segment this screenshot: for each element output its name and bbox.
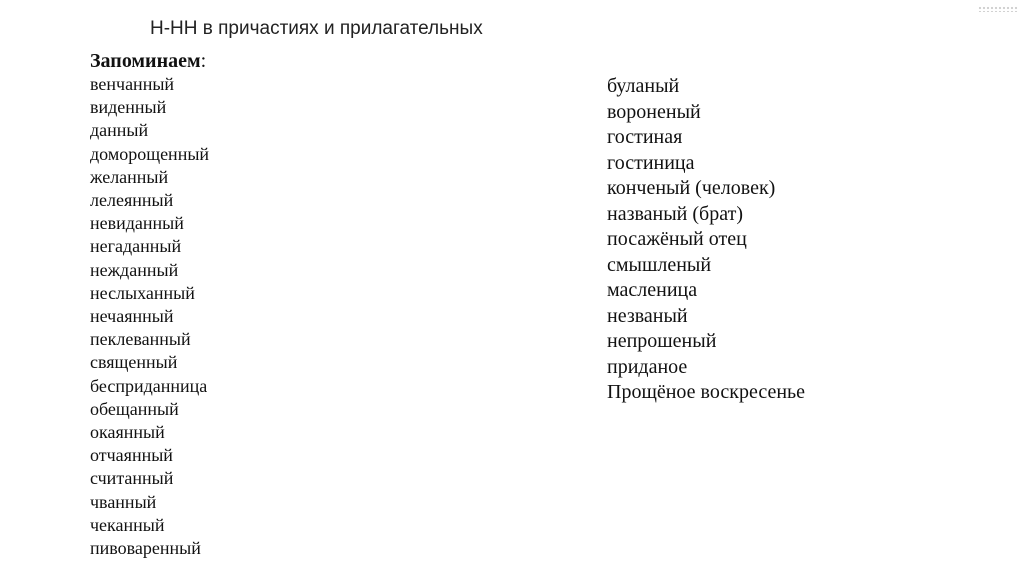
word-item: доморощенный — [90, 143, 210, 164]
word-item: пивоваренный — [90, 538, 201, 559]
word-item: чеканный — [90, 514, 165, 535]
decorative-dots — [978, 6, 1018, 12]
word-item: желанный — [90, 166, 169, 187]
word-item: непрошеный — [607, 330, 717, 352]
word-item: венчанный — [90, 74, 175, 94]
word-item: чванный — [90, 491, 157, 512]
word-item: отчаянный — [90, 445, 173, 466]
left-word-list — [90, 73, 209, 560]
word-item: гостиная — [607, 126, 683, 148]
word-item: смышленый — [607, 253, 712, 276]
word-item: пеклеванный — [90, 329, 191, 350]
word-item: бесприданница — [90, 375, 208, 396]
word-item: неслыханный — [90, 282, 195, 303]
word-item: невиданный — [90, 213, 184, 234]
slide-title: Н-НН в причастиях и прилагательных — [150, 18, 483, 39]
right-word-list — [607, 74, 805, 406]
word-item: буланый — [607, 75, 680, 97]
word-item: конченый (человек) — [607, 177, 776, 199]
word-item: нечаянный — [90, 306, 174, 327]
word-item: виденный — [90, 97, 167, 118]
word-item: незваный — [607, 304, 688, 327]
word-item: вороненый — [607, 100, 701, 123]
word-item: масленица — [607, 279, 698, 301]
word-item: данный — [90, 120, 149, 141]
word-item: негаданный — [90, 236, 182, 257]
section-heading — [90, 50, 206, 73]
word-item: обещанный — [90, 398, 179, 419]
word-item: гостиница — [607, 151, 695, 174]
word-item: считанный — [90, 468, 174, 489]
word-item: окаянный — [90, 422, 165, 443]
heading-colon: : — [200, 50, 207, 72]
word-item: священный — [90, 352, 178, 373]
word-item: лелеянный — [90, 190, 174, 211]
word-item: Прощёное воскресенье — [607, 381, 806, 403]
heading-label: Запоминаем — [90, 50, 201, 72]
word-item: приданое — [607, 355, 688, 378]
word-item: нежданный — [90, 259, 179, 280]
word-item: названый (брат) — [607, 202, 743, 225]
word-item: посажёный отец — [607, 228, 747, 250]
